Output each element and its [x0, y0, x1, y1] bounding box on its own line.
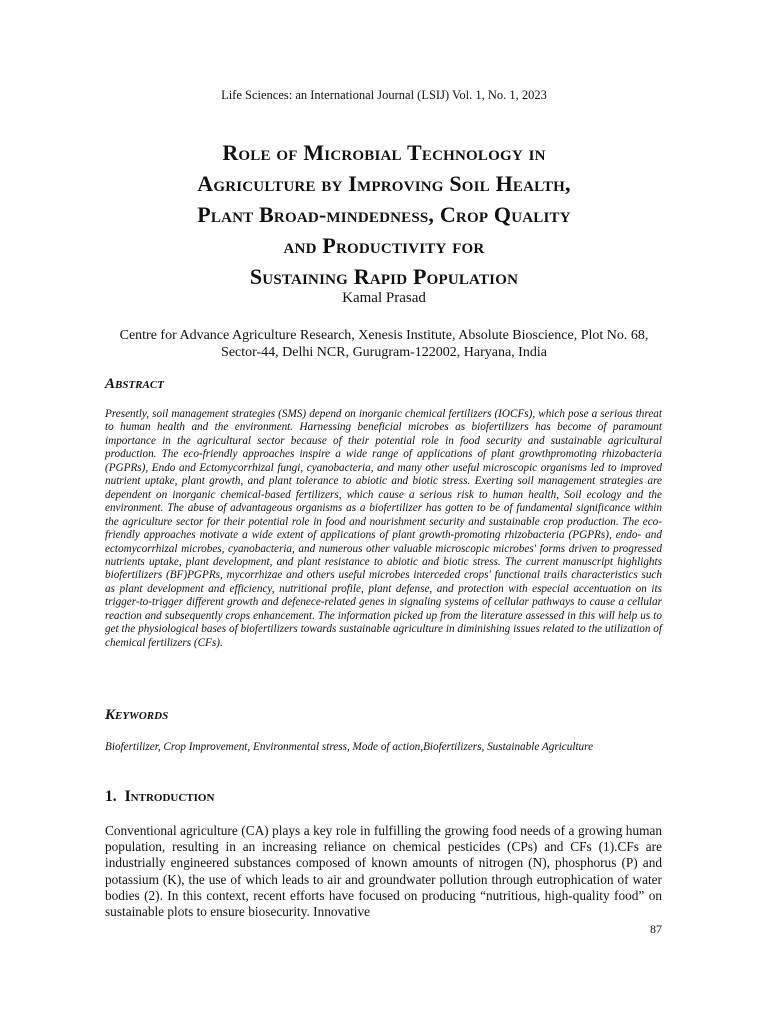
- keywords-heading: Keywords: [105, 707, 169, 723]
- keywords-text: Biofertilizer, Crop Improvement, Environmental stress, Mode of action,Biofertilizers, Sustainable Agriculture: [105, 741, 594, 753]
- author-affiliation: Centre for Advance Agriculture Research, Xenesis Institute, Absolute Bioscience, Plot No. 68, Sector-44, Delhi NCR, Gurugram-122002, Haryana, India: [119, 328, 649, 360]
- title-line-2: Agriculture by Improving Soil Health,: [197, 171, 571, 196]
- title-line-4: and Productivity for: [283, 233, 485, 258]
- abstract-text: Presently, soil management strategies (SMS) depend on inorganic chemical fertilizers (IOCFs), which pose a serious threat to human health and the environment. Harnessing beneficial microbes as biofertilizers has become of paramount importance in the agricultural sector because of their potential role in food security and sustainable agricultural production. The eco-friendly approaches inspire a wide range of applications of plant growthpromoting rhizobacteria (PGPRs), Endo and Ectomycorrhizal fungi, cyanobacteria, and many other useful microscopic organisms led to improved nutrient uptake, plant growth, and plant tolerance to abiotic and biotic stress. Exerting soil management strategies are dependent on inorganic chemical-based fertilizers, which cause a serious risk to human health, Soil ecology and the environment. The abuse of advantageous organisms as a biofertilizer has gotten to be of fundamental significance within the agriculture sector for their potential role in food and nourishment security and sustainable crop production. The eco-friendly approaches motivate a wide extent of applications of plant growth-promoting rhizobacteria (PGPRs), endo- and ectomycorrhizal microbes, cyanobacteria, and numerous other valuable microscopic microbes' forms driven to progressed nutrients uptake, plant development, and plant resistance to abiotic and biotic stress. The current manuscript highlights biofertilizers (BF)PGPRs, mycorrhizae and others useful microbes interceded crops' functional trails characteristics such as plant development and efficiency, nutritional profile, plant defense, and protection with especial accentuation on its trigger-to-trigger different growth and defenece-related genes in signaling systems of cellular pathways to cause a cellular reaction and subsequently crops enhancement. The information picked up from the literature assessed in this will help us to get the physiological bases of biofertilizers towards sustainable agriculture in diminishing issues related to the utilization of chemical fertilizers (CFs).: [105, 408, 662, 649]
- section-number: 1.: [105, 788, 117, 805]
- author-name: Kamal Prasad: [342, 290, 426, 306]
- paper-title: [90, 137, 678, 292]
- page-number: 87: [650, 922, 662, 936]
- introduction-heading: [105, 788, 214, 806]
- title-line-3: Plant Broad-mindedness, Crop Quality: [197, 202, 571, 227]
- section-title: Introduction: [124, 788, 215, 805]
- title-line-1: Role of Microbial Technology in: [222, 140, 546, 165]
- running-head: Life Sciences: an International Journal (LSIJ) Vol. 1, No. 1, 2023: [221, 88, 547, 102]
- abstract-heading: Abstract: [105, 376, 164, 392]
- title-line-5: Sustaining Rapid Population: [249, 264, 519, 289]
- introduction-text: Conventional agriculture (CA) plays a key role in fulfilling the growing food needs of a growing human population, resulting in an increasing reliance on chemical pesticides (CPs) and CFs (1).CFs are industrially engineered substances composed of known amounts of nitrogen (N), phosphorus (P) and potassium (K), the use of which leads to air and groundwater pollution through eutrophication of water bodies (2). In this context, recent efforts have focused on producing “nutritious, high-quality food” on sustainable plots to ensure biosecurity. Innovative: [105, 823, 662, 920]
